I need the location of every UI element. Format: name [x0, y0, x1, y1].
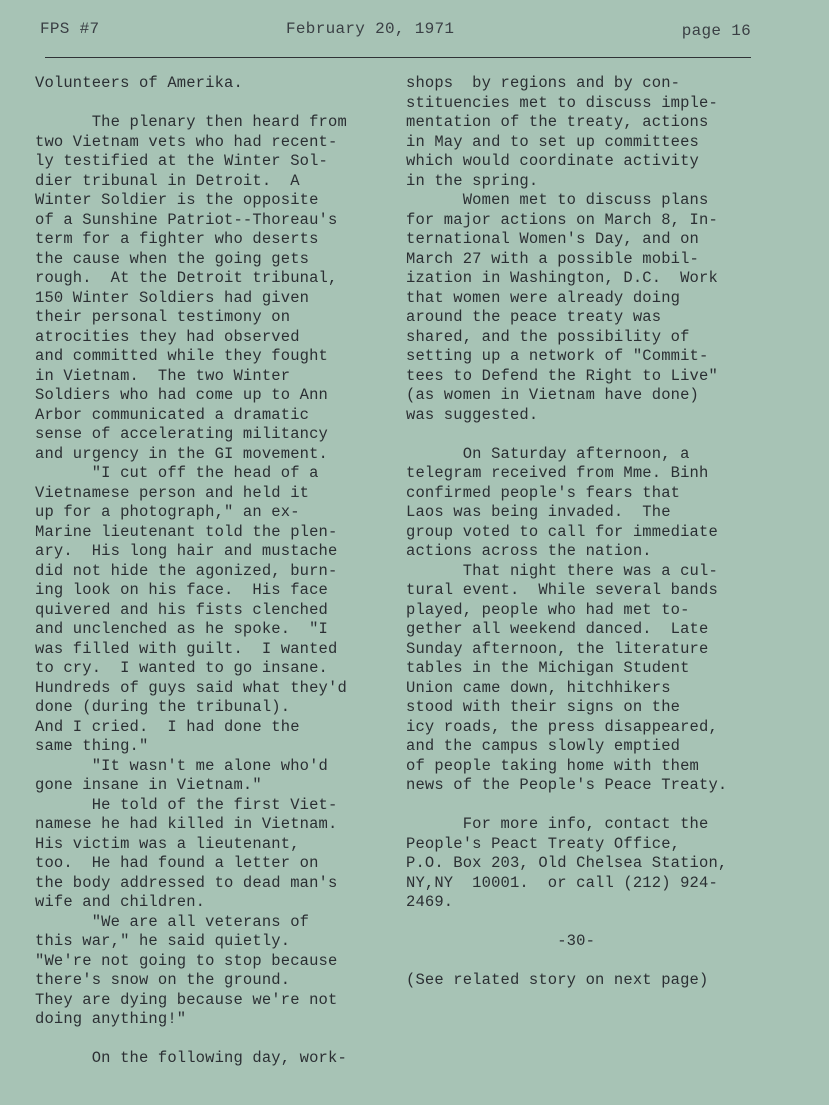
text-line: this war," he said quietly. — [35, 932, 291, 950]
header-rule — [45, 57, 751, 58]
text-line: done (during the tribunal). — [35, 698, 291, 716]
text-line: was suggested. — [406, 405, 539, 424]
text-line: His victim was a lieutenant, — [35, 834, 300, 853]
text-line: mentation of the treaty, actions — [406, 113, 709, 131]
text-line: Winter Soldier is the opposite — [35, 191, 319, 209]
text-line: of people taking home with them — [406, 756, 699, 775]
text-line: "It wasn't me alone who'd — [35, 756, 328, 775]
text-line: "I cut off the head of a — [35, 464, 319, 482]
text-line: shared, and the possibility of — [406, 327, 690, 346]
text-line: P.O. Box 203, Old Chelsea Station, — [406, 854, 728, 872]
text-line: term for a fighter who deserts — [35, 230, 319, 248]
text-line: 2469. — [406, 893, 454, 911]
text-line: namese he had killed in Vietnam. — [35, 815, 338, 833]
text-line: Women met to discuss plans — [406, 191, 709, 209]
text-line: Arbor communicated a dramatic — [35, 405, 310, 424]
text-line: icy roads, the press disappeared, — [406, 717, 718, 736]
text-line: Sunday afternoon, the literature — [406, 639, 709, 658]
text-line: ary. His long hair and mustache — [35, 542, 338, 560]
text-line: the body addressed to dead man's — [35, 873, 338, 892]
text-line: which would coordinate activity — [406, 152, 699, 170]
text-line: For more info, contact the — [406, 815, 709, 833]
text-line: the cause when the going gets — [35, 249, 310, 268]
text-line: and the campus slowly emptied — [406, 737, 681, 755]
text-line: setting up a network of "Commit- — [406, 347, 709, 365]
text-line: Hundreds of guys said what they'd — [35, 678, 347, 697]
text-line: Union came down, hitchhikers — [406, 678, 671, 697]
text-line: stood with their signs on the — [406, 698, 681, 716]
text-line: and committed while they fought — [35, 347, 328, 365]
text-line: ization in Washington, D.C. Work — [406, 269, 718, 287]
paragraph-gap — [406, 425, 756, 445]
paragraph-gap — [406, 913, 756, 933]
text-line: confirmed people's fears that — [406, 483, 681, 502]
text-line: And I cried. I had done the — [35, 717, 300, 736]
text-line: in Vietnam. The two Winter — [35, 366, 291, 385]
text-line: "We're not going to stop because — [35, 951, 338, 970]
text-line: same thing." — [35, 737, 149, 755]
text-line: too. He had found a letter on — [35, 854, 319, 872]
text-line: played, people who had met to- — [406, 600, 690, 619]
text-line: On the following day, work- — [35, 1049, 347, 1067]
text-line: (See related story on next page) — [406, 971, 709, 989]
text-line: "We are all veterans of — [35, 912, 310, 931]
text-line: Marine lieutenant told the plen- — [35, 522, 338, 541]
text-line: there's snow on the ground. — [35, 971, 291, 989]
text-line: around the peace treaty was — [406, 308, 662, 326]
text-line: -30- — [406, 932, 596, 950]
text-line: up for a photograph," an ex- — [35, 503, 300, 521]
paragraph-gap — [406, 796, 756, 816]
text-line: of a Sunshine Patriot--Thoreau's — [35, 210, 338, 229]
text-line: for major actions on March 8, In- — [406, 210, 718, 229]
text-line: telegram received from Mme. Binh — [406, 464, 709, 482]
text-line: tables in the Michigan Student — [406, 659, 690, 677]
text-line: doing anything!" — [35, 1010, 187, 1028]
text-line: in May and to set up committees — [406, 132, 699, 151]
text-line: and unclenched as he spoke. "I — [35, 620, 328, 638]
paragraph-gap — [406, 952, 756, 972]
text-line: quivered and his fists clenched — [35, 600, 328, 619]
text-line: news of the People's Peace Treaty. — [406, 776, 728, 794]
text-line: rough. At the Detroit tribunal, — [35, 269, 338, 287]
text-line: ternational Women's Day, and on — [406, 230, 699, 248]
text-line: That night there was a cul- — [406, 561, 718, 580]
text-line: that women were already doing — [406, 288, 681, 307]
page-number: page 16 — [681, 22, 751, 40]
text-line: wife and children. — [35, 893, 206, 911]
paragraph-gap — [35, 94, 375, 114]
text-line: He told of the first Viet- — [35, 795, 338, 814]
text-line: tural event. While several bands — [406, 581, 718, 599]
text-line: The plenary then heard from — [35, 113, 347, 131]
text-line: stituencies met to discuss imple- — [406, 93, 718, 112]
text-line: gether all weekend danced. Late — [406, 620, 709, 638]
text-line: Vietnamese person and held it — [35, 483, 310, 502]
text-line: their personal testimony on — [35, 308, 291, 326]
text-line: NY,NY 10001. or call (212) 924- — [406, 873, 718, 892]
text-line: group voted to call for immediate — [406, 522, 718, 541]
text-line: was filled with guilt. I wanted — [35, 639, 338, 658]
text-line: They are dying because we're not — [35, 990, 338, 1009]
left-column — [35, 74, 375, 1069]
text-line: 150 Winter Soldiers had given — [35, 288, 310, 307]
text-line: On Saturday afternoon, a — [406, 444, 690, 463]
issue-date: February 20, 1971 — [286, 20, 455, 38]
text-line: sense of accelerating militancy — [35, 425, 328, 443]
text-line: actions across the nation. — [406, 542, 652, 560]
right-column — [406, 74, 756, 991]
text-line: ly testified at the Winter Sol- — [35, 152, 328, 170]
text-line: Laos was being invaded. The — [406, 503, 671, 521]
text-line: March 27 with a possible mobil- — [406, 249, 699, 268]
text-line: People's Peact Treaty Office, — [406, 834, 681, 853]
text-line: dier tribunal in Detroit. A — [35, 171, 300, 190]
page-header — [40, 20, 751, 44]
text-line: to cry. I wanted to go insane. — [35, 659, 328, 677]
text-line: did not hide the agonized, burn- — [35, 561, 338, 580]
text-line: two Vietnam vets who had recent- — [35, 132, 338, 151]
text-line: and urgency in the GI movement. — [35, 444, 328, 463]
paragraph-gap — [35, 1030, 375, 1050]
text-line: tees to Defend the Right to Live" — [406, 366, 718, 385]
publication-id: FPS #7 — [40, 20, 100, 38]
text-line: gone insane in Vietnam." — [35, 776, 262, 794]
text-line: Soldiers who had come up to Ann — [35, 386, 328, 404]
text-line: shops by regions and by con- — [406, 74, 681, 92]
text-line: in the spring. — [406, 171, 539, 190]
text-line: atrocities they had observed — [35, 327, 300, 346]
text-line: ing look on his face. His face — [35, 581, 328, 599]
text-line: (as women in Vietnam have done) — [406, 386, 699, 404]
text-line: Volunteers of Amerika. — [35, 74, 243, 92]
